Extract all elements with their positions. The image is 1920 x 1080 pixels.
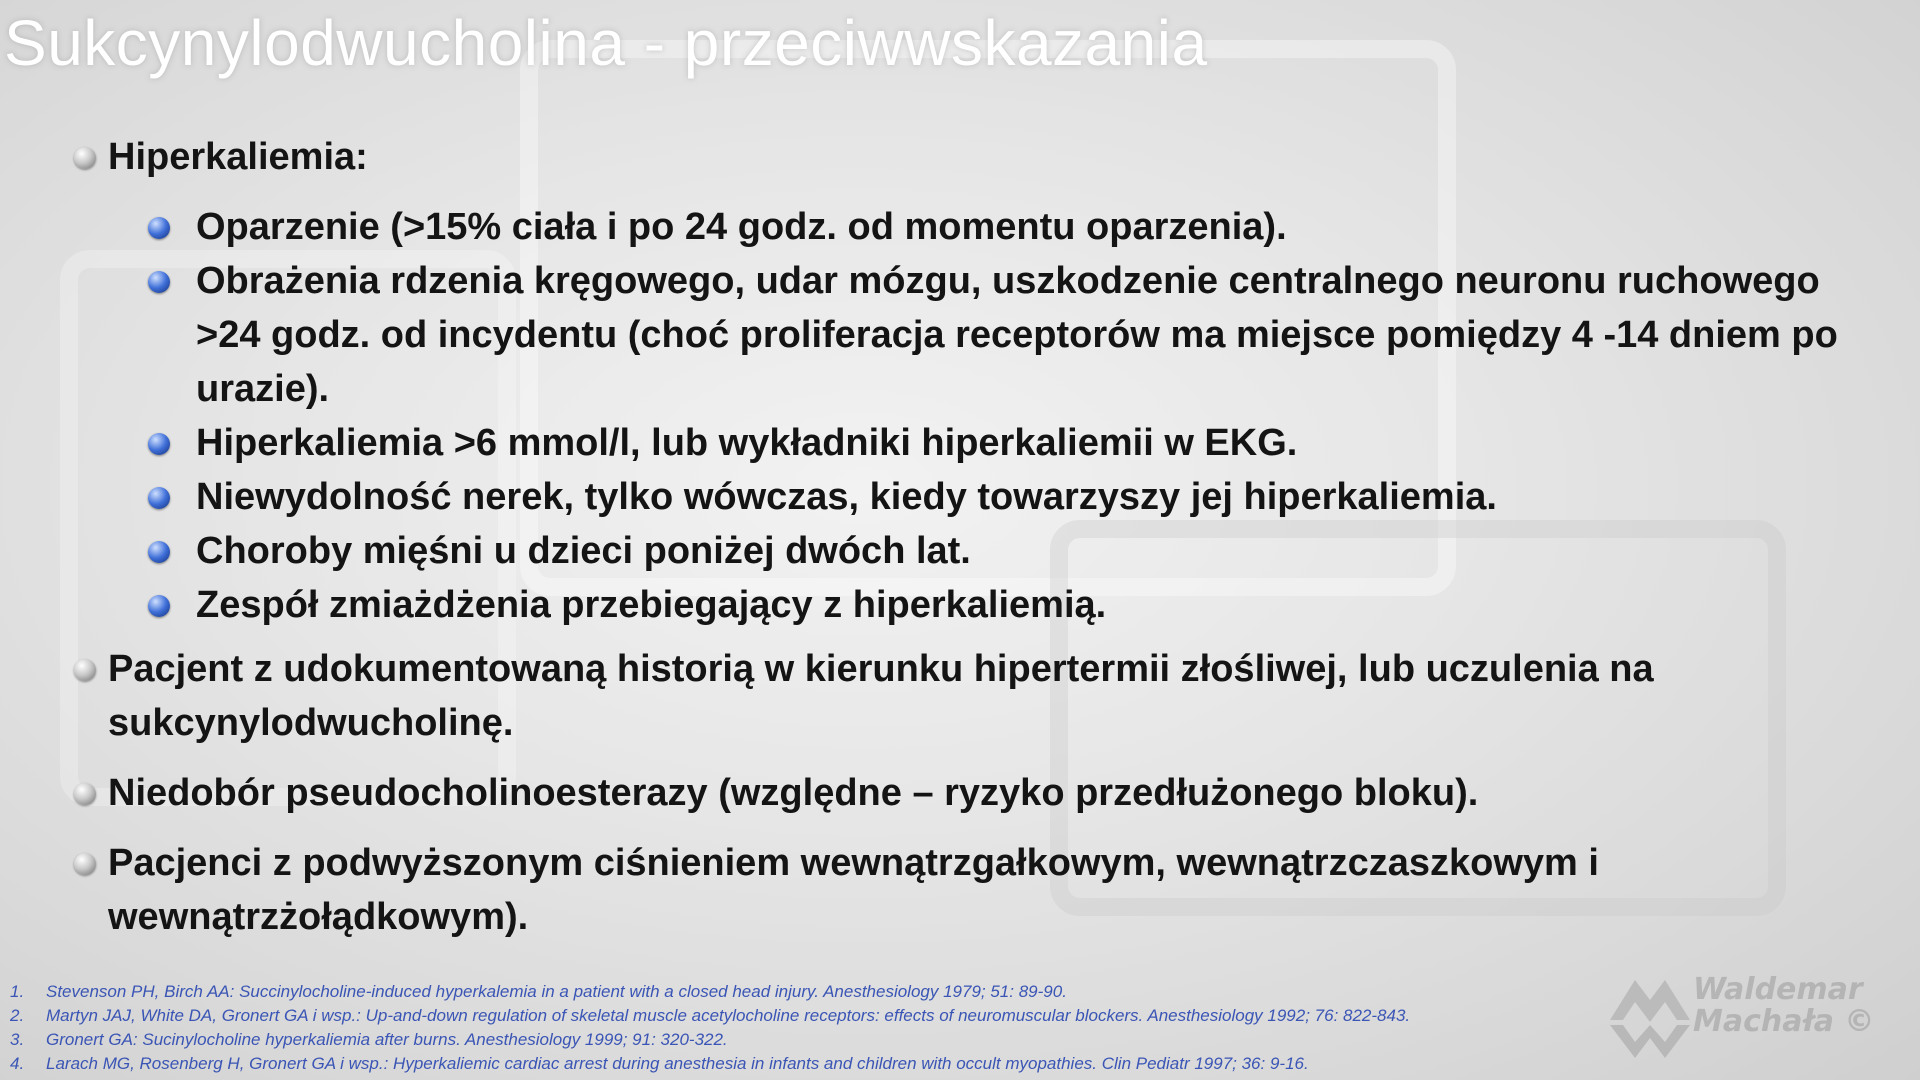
list-item-text: Pacjent z udokumentowaną historią w kierunku hipertermii złośliwej, lub uczulenia na sukcynylodwucholinę. (108, 648, 1654, 744)
list-item-text: Niedobór pseudocholinoesterazy (względne – ryzyko przedłużonego bloku). (108, 772, 1479, 814)
blue-bullet-icon (148, 487, 170, 509)
sub-list-item-text: Oparzenie (>15% ciała i po 24 godz. od momentu oparzenia). (196, 206, 1287, 248)
sub-list (72, 200, 1872, 632)
blue-bullet-icon (148, 541, 170, 563)
blue-bullet-icon (148, 217, 170, 239)
reference-item (10, 1028, 1410, 1052)
list-item (72, 836, 1872, 944)
reference-item (10, 1052, 1410, 1076)
logo-mark-icon (1605, 970, 1695, 1060)
blue-bullet-icon (148, 433, 170, 455)
gray-bullet-icon (74, 147, 96, 169)
reference-number: 1. (10, 982, 25, 1001)
sub-list-item-text: Hiperkaliemia >6 mmol/l, lub wykładniki hiperkaliemii w EKG. (196, 422, 1298, 464)
blue-bullet-icon (148, 595, 170, 617)
reference-number: 2. (10, 1006, 25, 1025)
sub-list-item (196, 578, 1872, 632)
reference-number: 4. (10, 1054, 25, 1073)
reference-text: Gronert GA: Sucinylocholine hyperkaliemia after burns. Anesthesiology 1999; 91: 320-322. (46, 1030, 728, 1049)
list-item (72, 642, 1872, 750)
gray-bullet-icon (74, 783, 96, 805)
sub-list-item (196, 470, 1872, 524)
logo-line-2: Machała © (1693, 1004, 1875, 1039)
sub-list-item (196, 524, 1872, 578)
references (10, 980, 1410, 1076)
reference-text: Martyn JAJ, White DA, Gronert GA i wsp.: Up-and-down regulation of skeletal muscle acetylocholine receptors: effects of neuromuscular blockers. Anesthesiology 1992; 76: 822-843. (46, 1006, 1411, 1025)
sub-list-item (196, 416, 1872, 470)
gray-bullet-icon (74, 659, 96, 681)
gray-bullet-icon (74, 853, 96, 875)
reference-item (10, 1004, 1410, 1028)
author-logo (1605, 970, 1905, 1060)
list-item (72, 130, 1872, 184)
reference-number: 3. (10, 1030, 25, 1049)
reference-text: Larach MG, Rosenberg H, Gronert GA i wsp.: Hyperkaliemic cardiac arrest during anesthesia in infants and children with occult myopathies. Clin Pediatr 1997; 36: 9-16. (46, 1054, 1309, 1073)
list-item-text: Hiperkaliemia: (108, 136, 368, 178)
sub-list-item-text: Niewydolność nerek, tylko wówczas, kiedy towarzyszy jej hiperkaliemia. (196, 476, 1497, 518)
logo-text (1693, 974, 1874, 1038)
list-item-text: Pacjenci z podwyższonym ciśnieniem wewnątrzgałkowym, wewnątrzczaszkowym i wewnątrzżołądkowym). (108, 842, 1599, 938)
sub-list-item (196, 254, 1872, 416)
reference-item (10, 980, 1410, 1004)
sub-list-item-text: Zespół zmiażdżenia przebiegający z hiperkaliemią. (196, 584, 1107, 626)
blue-bullet-icon (148, 271, 170, 293)
sub-list-item-text: Choroby mięśni u dzieci poniżej dwóch lat. (196, 530, 971, 572)
sub-list-item-text: Obrażenia rdzenia kręgowego, udar mózgu, uszkodzenie centralnego neuronu ruchowego >24 godz. od incydentu (choć proliferacja receptorów ma miejsce pomiędzy 4 -14 dniem po urazie). (196, 260, 1838, 410)
reference-text: Stevenson PH, Birch AA: Succinylocholine-induced hyperkalemia in a patient with a closed head injury. Anesthesiology 1979; 51: 89-90. (46, 982, 1067, 1001)
logo-line-1: Waldemar (1693, 972, 1863, 1007)
slide-title: Sukcynylodwucholina - przeciwwskazania (4, 7, 1208, 79)
bullet-list (72, 130, 1872, 960)
list-item (72, 766, 1872, 820)
sub-list-item (196, 200, 1872, 254)
